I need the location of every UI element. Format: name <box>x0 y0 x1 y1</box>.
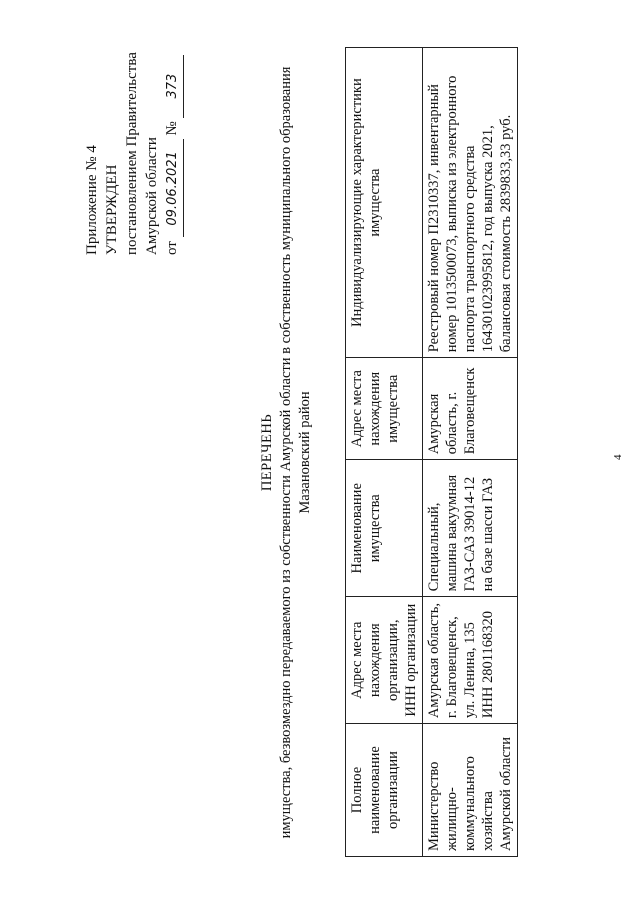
resolution-label: постановлением Правительства <box>124 52 140 255</box>
column-header: Наименование имущества <box>346 460 423 597</box>
municipality-name: Мазановский район <box>297 391 313 514</box>
number-prefix: № <box>164 121 180 136</box>
region-label: Амурской области <box>144 137 160 255</box>
column-header: Адрес места нахождения организации, ИНН организации <box>346 597 423 724</box>
appendix-label: Приложение № 4 <box>84 145 100 255</box>
date-prefix: от <box>164 241 180 255</box>
organization-name-cell: Министерство жилищно-коммунального хозяйства Амурской области <box>423 724 518 857</box>
approval-stamp <box>82 52 184 255</box>
approved-label: УТВЕРЖДЕН <box>104 164 120 255</box>
handwritten-number: 373 <box>163 55 184 118</box>
table-header-row <box>346 48 423 857</box>
document-header <box>258 0 315 905</box>
property-table <box>345 47 518 857</box>
handwritten-date: 09.06.2021 <box>163 139 184 237</box>
property-characteristics-cell: Реестровый номер П2310337, инвентарный номер 1013500073, выписка из электронного паспорта транспортного средства 164301023995812, год выпуска 2021, балансовая стоимость 2839833,33 руб. <box>423 48 518 358</box>
document-subtitle: имущества, безвозмездно передаваемого из собственности Амурской области в собственность муниципального образования <box>278 66 294 839</box>
date-number-line <box>162 52 184 255</box>
property-address-cell: Амурская область, г. Благовещенск <box>423 358 518 460</box>
column-header: Полное наименование организации <box>346 724 423 857</box>
organization-address-cell: Амурская область, г. Благовещенск, ул. Ленина, 135 ИНН 2801168320 <box>423 597 518 724</box>
column-header: Индивидуализирующие характеристики имущества <box>346 48 423 358</box>
property-name-cell: Специальный, машина вакуумная ГАЗ-САЗ 39014-12 на базе шасси ГАЗ <box>423 460 518 597</box>
column-header: Адрес места нахождения имущества <box>346 358 423 460</box>
table-row <box>423 48 518 857</box>
page-number: 4 <box>612 454 624 460</box>
document-title: ПЕРЕЧЕНЬ <box>259 413 275 492</box>
